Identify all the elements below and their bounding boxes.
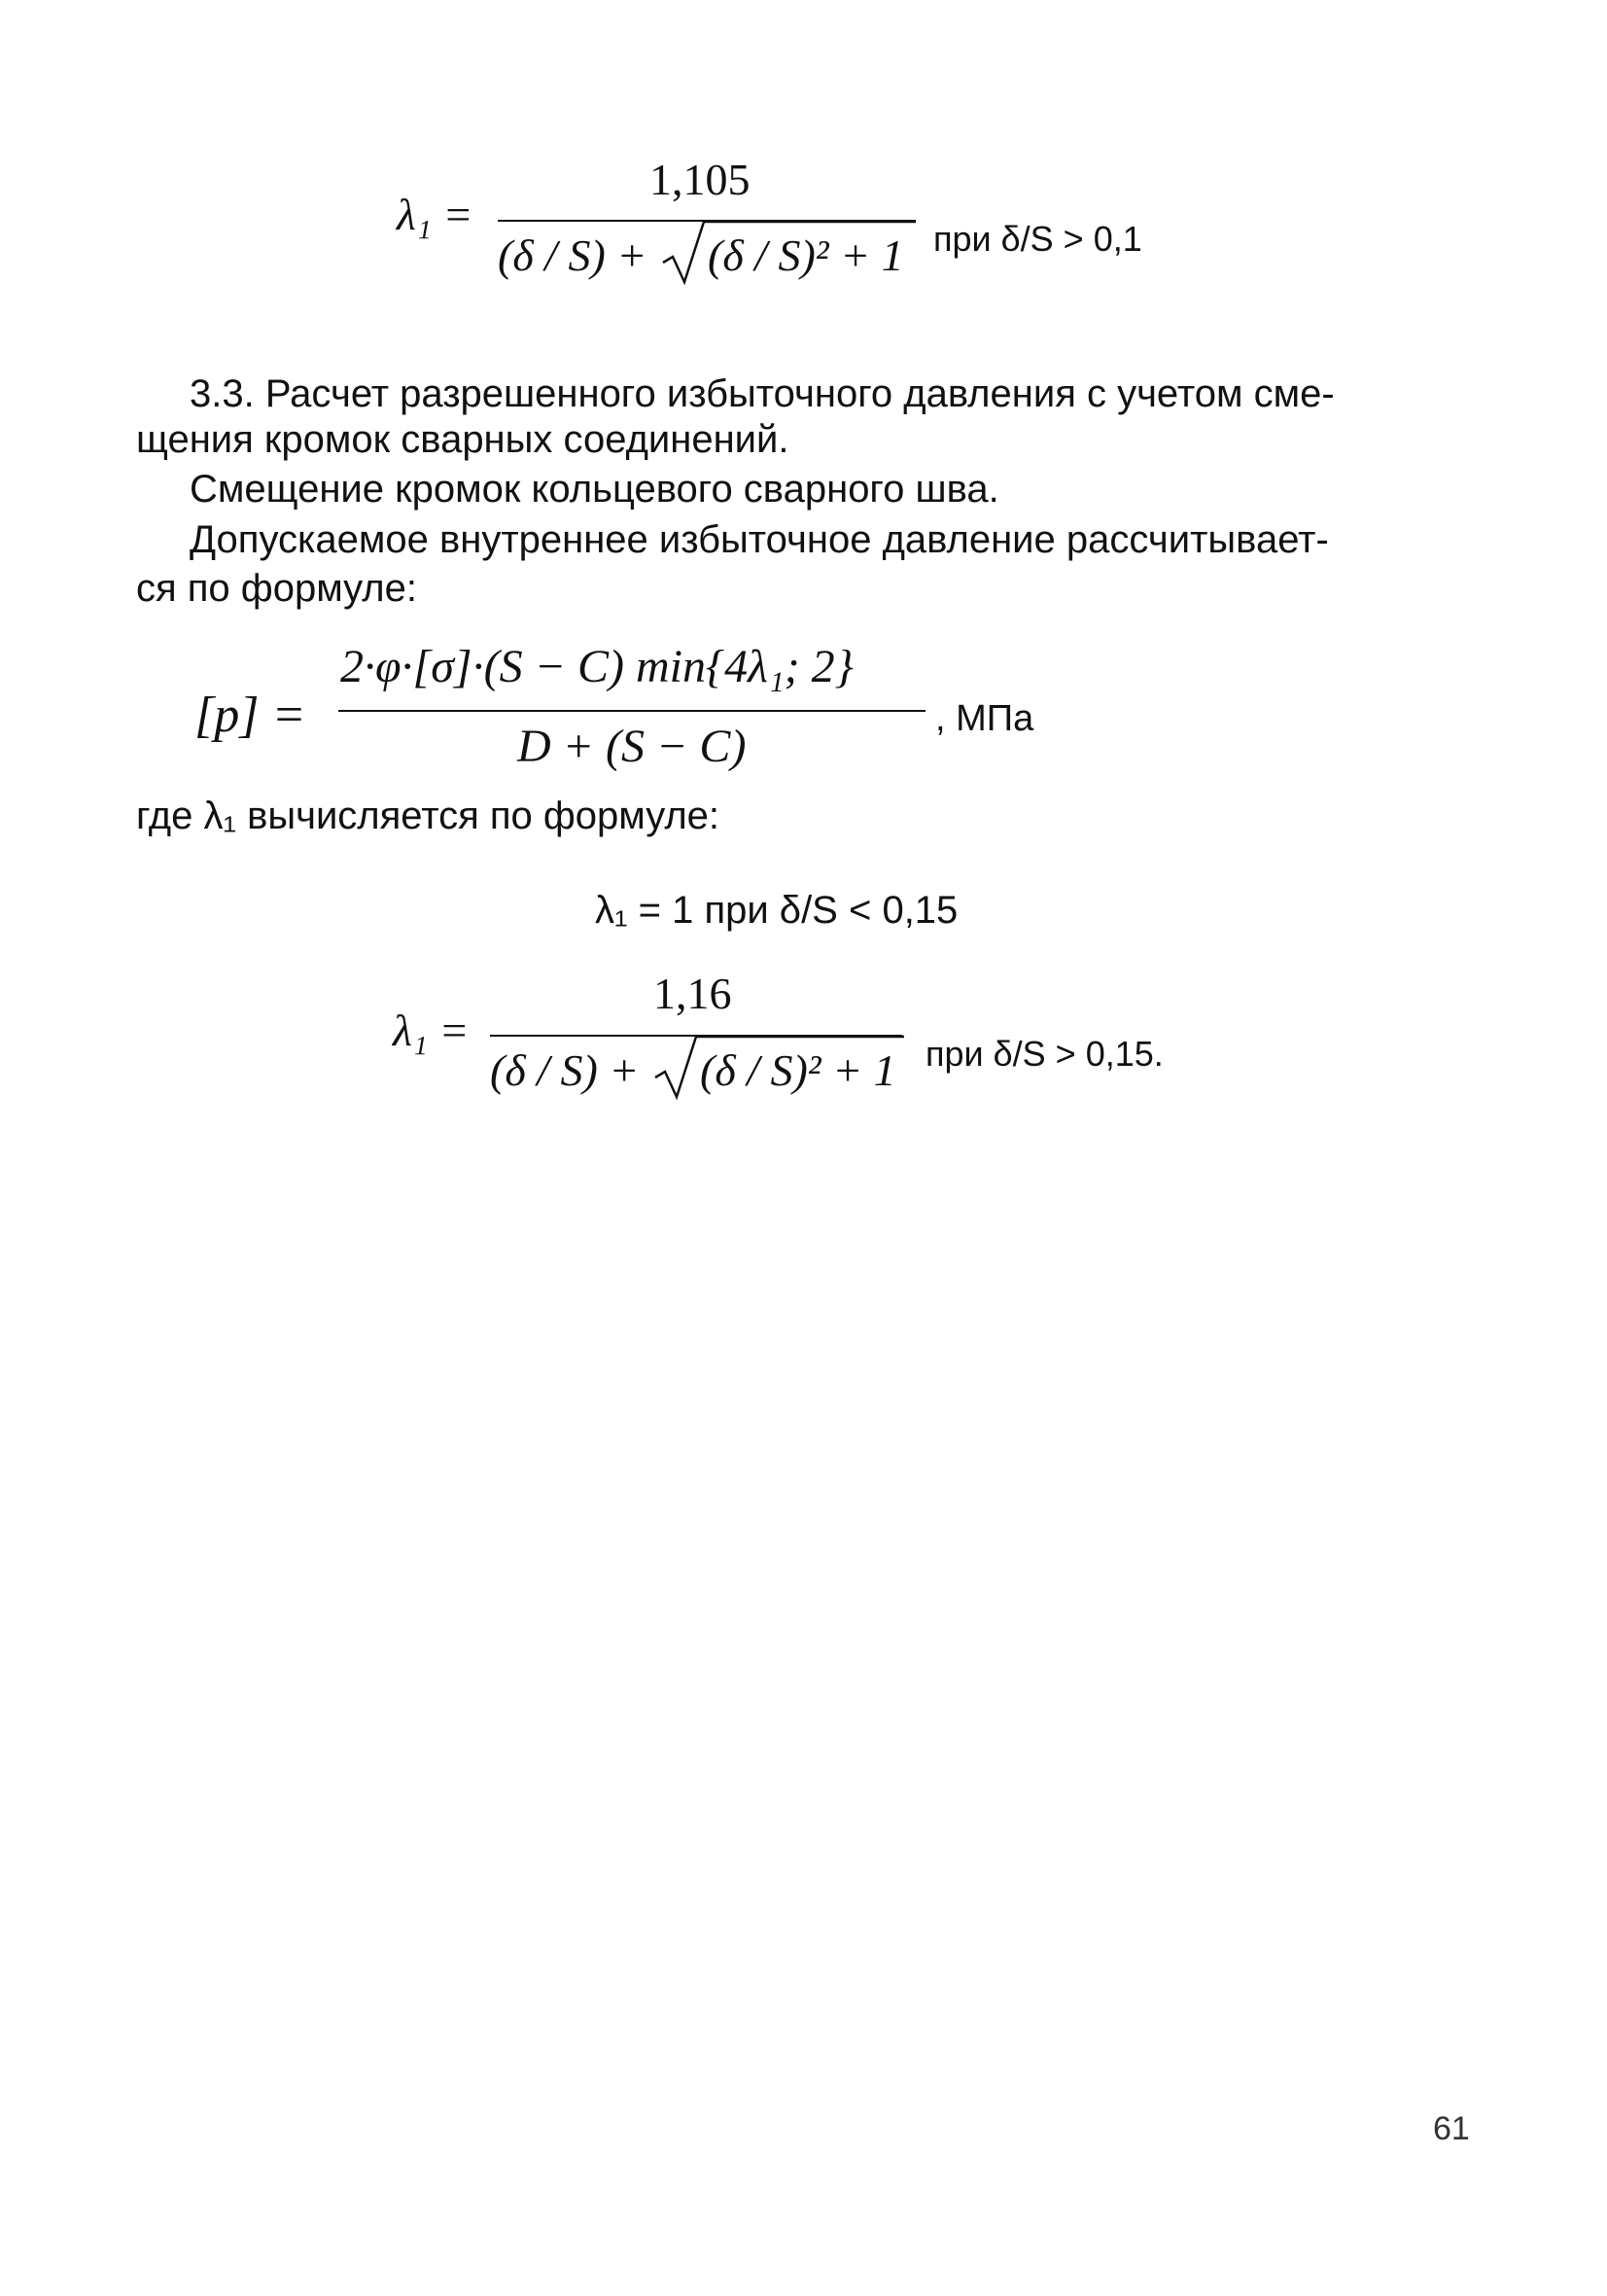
formula-top-condition: при δ/S > 0,1	[933, 219, 1142, 259]
formula-bottom-den-left: (δ / S) +	[490, 1045, 640, 1095]
formula-top-den-right: (δ / S)² + 1	[708, 230, 904, 280]
paragraph-line5: ся по формуле:	[136, 567, 417, 610]
formula-bottom-condition: при δ/S > 0,15.	[926, 1034, 1164, 1074]
where-line: где λ₁ вычисляется по формуле:	[136, 795, 720, 837]
formula-main-unit: , МПа	[935, 698, 1034, 739]
paragraph-line4: Допускаемое внутреннее избыточное давление рассчитывает-	[190, 518, 1329, 561]
formula-main-denominator: D + (S − C)	[517, 721, 747, 772]
formula-bottom-lhs: λ₁ =	[393, 1006, 470, 1055]
formula-bottom-numerator: 1,16	[653, 969, 732, 1018]
page-number: 61	[1433, 2110, 1470, 2147]
formula-bottom-den-right: (δ / S)² + 1	[700, 1045, 896, 1095]
formula-top-den-left: (δ / S) +	[498, 230, 647, 280]
section-heading-line1: 3.3. Расчет разрешенного избыточного давления с учетом сме-	[190, 372, 1335, 415]
formula-case1: λ₁ = 1 при δ/S < 0,15	[595, 889, 959, 932]
section-heading-line2: щения кромок сварных соединений.	[136, 418, 789, 461]
fraction-bar	[338, 710, 926, 712]
formula-top-numerator: 1,105	[649, 155, 751, 204]
formula-main-lhs: [p] =	[194, 688, 306, 743]
formula-main-numerator: 2·φ·[σ]·(S − C) min{4λ₁; 2}	[340, 641, 854, 692]
paragraph-line3: Смещение кромок кольцевого сварного шва.	[190, 468, 999, 511]
formula-top-lhs: λ₁ =	[397, 190, 473, 239]
